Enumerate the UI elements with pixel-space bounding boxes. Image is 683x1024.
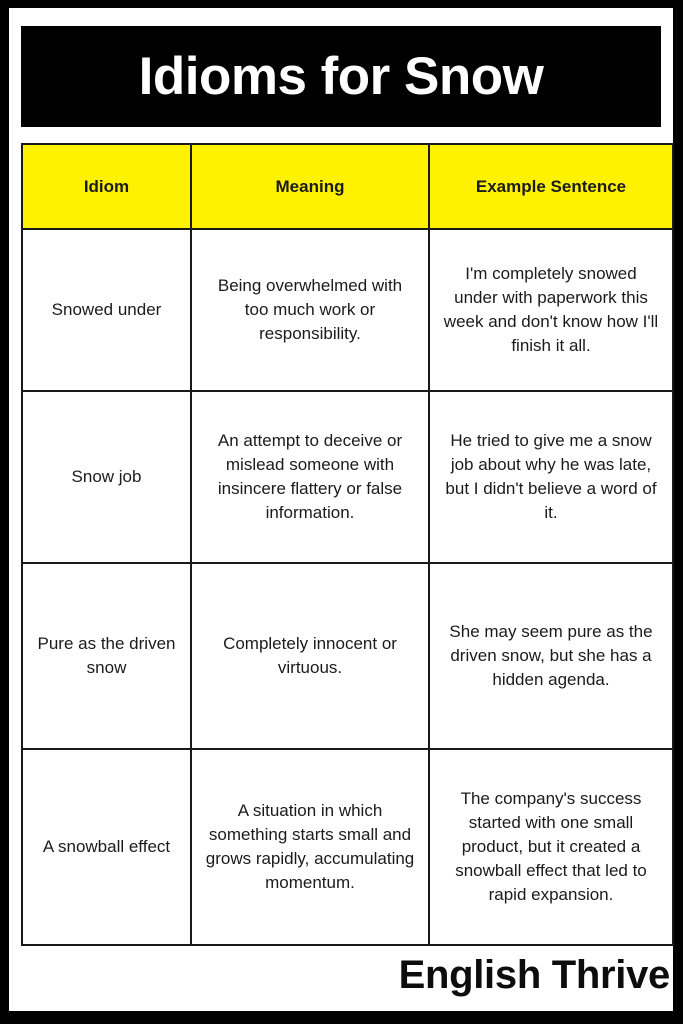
table-header-row — [22, 144, 673, 229]
column-header-idiom: Idiom — [22, 144, 191, 229]
brand-name: English Thrive — [398, 953, 670, 997]
page-title: Idioms for Snow — [138, 47, 544, 106]
table-row — [22, 749, 673, 945]
table-body — [22, 229, 673, 945]
cell-example: I'm completely snowed under with paperwork this week and don't know how I'll finish it all. — [429, 229, 673, 391]
table-row — [22, 563, 673, 749]
brand-row — [21, 946, 672, 1004]
poster-page — [9, 8, 673, 1011]
cell-meaning: Being overwhelmed with too much work or responsibility. — [191, 229, 429, 391]
table-row — [22, 229, 673, 391]
table-header — [22, 144, 673, 229]
cell-meaning: A situation in which something starts small and grows rapidly, accumulating momentum. — [191, 749, 429, 945]
cell-meaning: An attempt to deceive or mislead someone with insincere flattery or false information. — [191, 391, 429, 563]
cell-meaning: Completely innocent or virtuous. — [191, 563, 429, 749]
cell-idiom: Snow job — [22, 391, 191, 563]
cell-idiom: Snowed under — [22, 229, 191, 391]
idioms-table — [21, 143, 674, 946]
cell-example: He tried to give me a snow job about why he was late, but I didn't believe a word of it. — [429, 391, 673, 563]
cell-idiom: A snowball effect — [22, 749, 191, 945]
title-banner — [21, 26, 661, 127]
column-header-meaning: Meaning — [191, 144, 429, 229]
column-header-example: Example Sentence — [429, 144, 673, 229]
table-row — [22, 391, 673, 563]
cell-example: The company's success started with one small product, but it created a snowball effect that led to rapid expansion. — [429, 749, 673, 945]
cell-example: She may seem pure as the driven snow, but she has a hidden agenda. — [429, 563, 673, 749]
cell-idiom: Pure as the driven snow — [22, 563, 191, 749]
